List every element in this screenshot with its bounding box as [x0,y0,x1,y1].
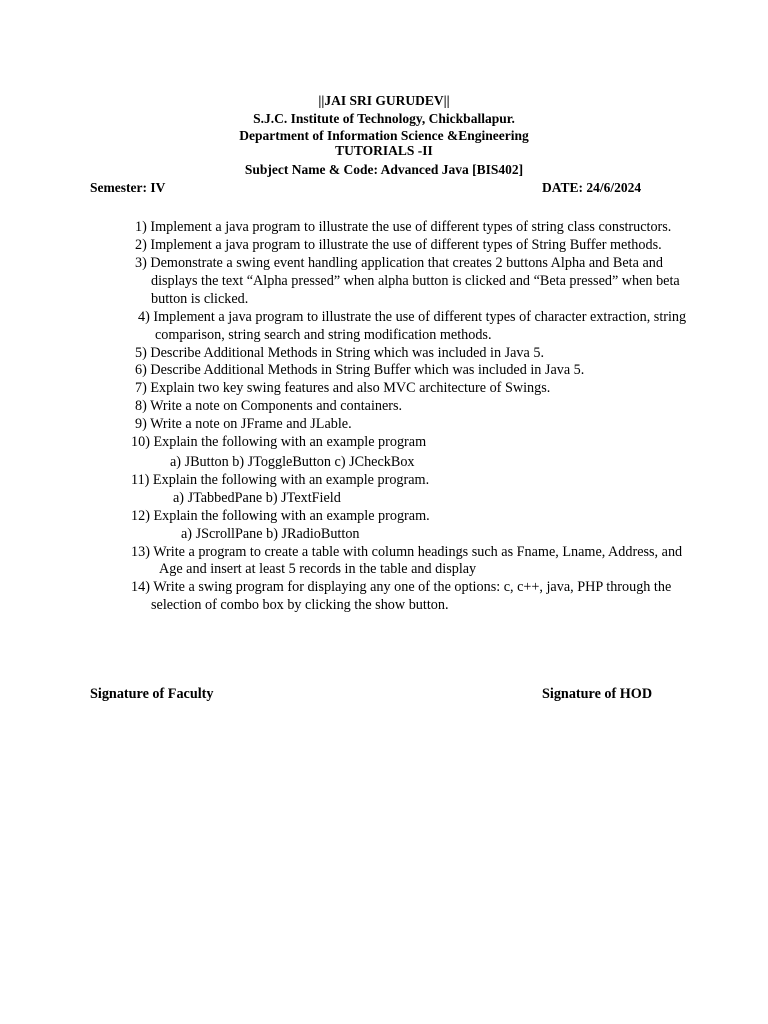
header-invocation: ||JAI SRI GURUDEV|| [318,93,450,108]
question-4-cont: comparison, string search and string modification methods. [155,327,492,343]
question-9: 9) Write a note on JFrame and JLable. [135,416,352,432]
question-3-cont: button is clicked. [151,291,249,307]
question-6: 6) Describe Additional Methods in String Buffer which was included in Java 5. [135,362,585,378]
question-7: 7) Explain two key swing features and also MVC architecture of Swings. [135,380,551,396]
question-13-cont: Age and insert at least 5 records in the table and display [159,561,477,577]
question-14-cont: selection of combo box by clicking the show button. [151,597,449,613]
question-13: 13) Write a program to create a table with column headings such as Fname, Lname, Address, and [131,544,683,560]
question-3-cont: displays the text “Alpha pressed” when alpha button is clicked and “Beta pressed” when beta [151,273,680,289]
question-5: 5) Describe Additional Methods in String which was included in Java 5. [135,345,545,361]
subject-line: Subject Name & Code: Advanced Java [BIS402] [244,162,524,177]
department-name: Department of Information Science &Engineering [239,128,529,143]
question-12: 12) Explain the following with an example program. [131,508,430,524]
question-4: 4) Implement a java program to illustrate the use of different types of character extraction, string [138,309,687,325]
question-2: 2) Implement a java program to illustrate the use of different types of String Buffer methods. [135,237,662,253]
question-8: 8) Write a note on Components and containers. [135,398,403,414]
question-14: 14) Write a swing program for displaying any one of the options: c, c++, java, PHP through the [131,579,672,595]
question-10: 10) Explain the following with an example program [131,434,427,450]
institute-name: S.J.C. Institute of Technology, Chickballapur. [253,111,515,126]
question-1: 1) Implement a java program to illustrate the use of different types of string class constructors. [135,219,672,235]
question-10-options: a) JButton b) JToggleButton c) JCheckBox [170,454,415,470]
question-3: 3) Demonstrate a swing event handling application that creates 2 buttons Alpha and Beta and [135,255,663,271]
semester-label: Semester: IV [90,180,166,195]
hod-signature-label: Signature of HOD [542,686,653,702]
question-12-options: a) JScrollPane b) JRadioButton [181,526,360,542]
question-11-options: a) JTabbedPane b) JTextField [173,490,341,506]
document-title: TUTORIALS -II [335,143,433,158]
question-11: 11) Explain the following with an example program. [131,472,430,488]
faculty-signature-label: Signature of Faculty [90,686,214,702]
date-label: DATE: 24/6/2024 [542,180,642,195]
